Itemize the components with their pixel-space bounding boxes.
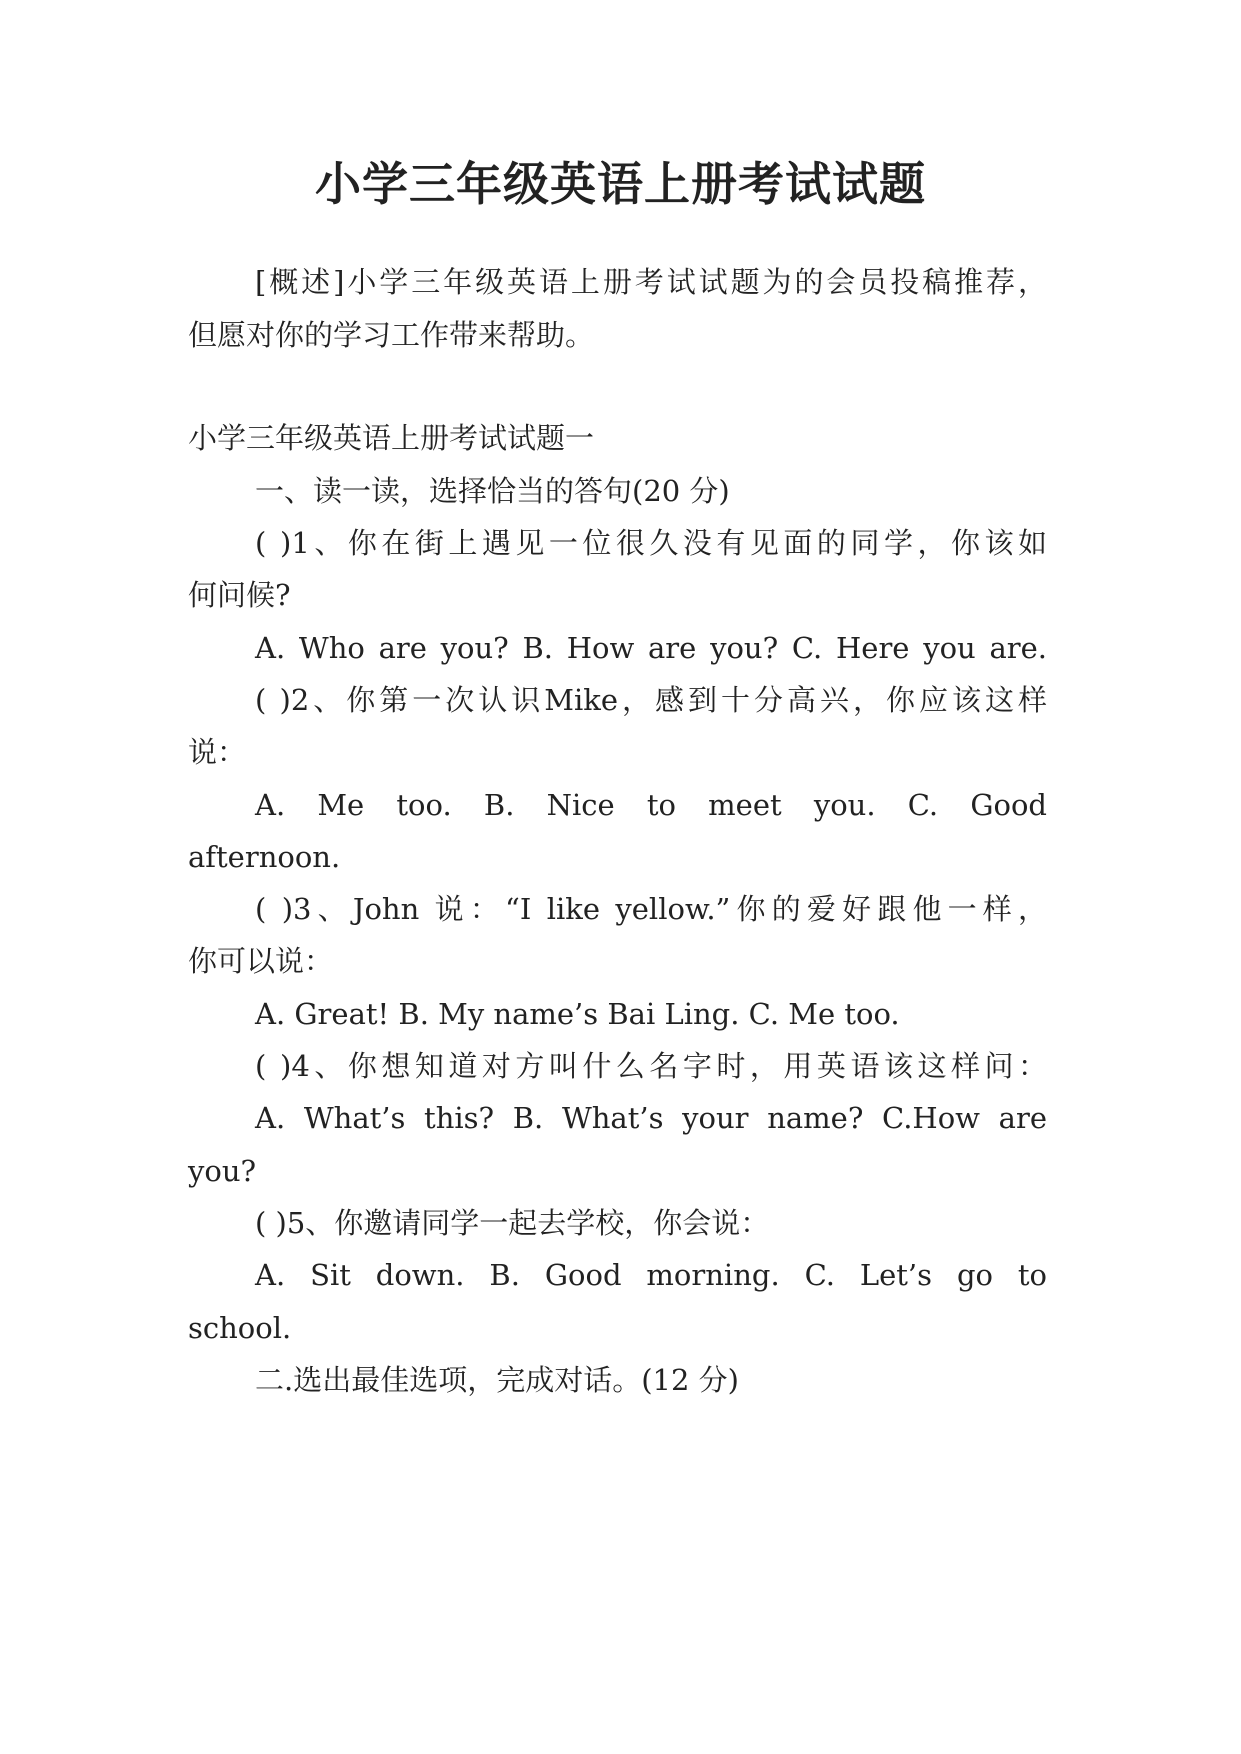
question-3-options: A. Great! B. My name’s Bai Ling. C. Me too.	[255, 997, 900, 1031]
question-5-options-cont: school.	[188, 1311, 292, 1345]
section-heading: 小学三年级英语上册考试试题一	[188, 421, 595, 455]
summary-line-2: 但愿对你的学习工作带来帮助。	[188, 318, 595, 352]
part-two-heading: 二.选出最佳选项，完成对话。(12 分)	[255, 1363, 739, 1397]
question-2-options: A. Me too. B. Nice to meet you. C. Good	[255, 788, 1047, 822]
question-4-options-cont: you?	[188, 1154, 257, 1188]
question-4: ( )4、你想知道对方叫什么名字时，用英语该这样问：	[255, 1049, 1047, 1083]
summary-line-1: [概述]小学三年级英语上册考试试题为的会员投稿推荐，	[255, 265, 1047, 299]
question-2-options-cont: afternoon.	[188, 840, 341, 874]
question-1-options: A. Who are you? B. How are you? C. Here you are.	[255, 631, 1047, 665]
part-one-heading: 一、读一读，选择恰当的答句(20 分)	[255, 474, 730, 508]
question-2-cont: 说：	[188, 735, 247, 769]
question-1-cont: 何问候?	[188, 578, 291, 612]
question-3-cont: 你可以说：	[188, 944, 334, 978]
question-3: ( )3、John 说：“I like yellow.”你的爱好跟他一样，	[255, 892, 1047, 926]
question-4-options: A. What’s this? B. What’s your name? C.How are	[255, 1101, 1047, 1135]
question-2: ( )2、你第一次认识Mike，感到十分高兴，你应该这样	[255, 683, 1047, 717]
question-5-options: A. Sit down. B. Good morning. C. Let’s go to	[255, 1258, 1047, 1292]
question-1: ( )1、你在街上遇见一位很久没有见面的同学，你该如	[255, 526, 1047, 560]
document-title: 小学三年级英语上册考试试题	[315, 157, 926, 211]
question-5: ( )5、你邀请同学一起去学校，你会说：	[255, 1206, 770, 1240]
